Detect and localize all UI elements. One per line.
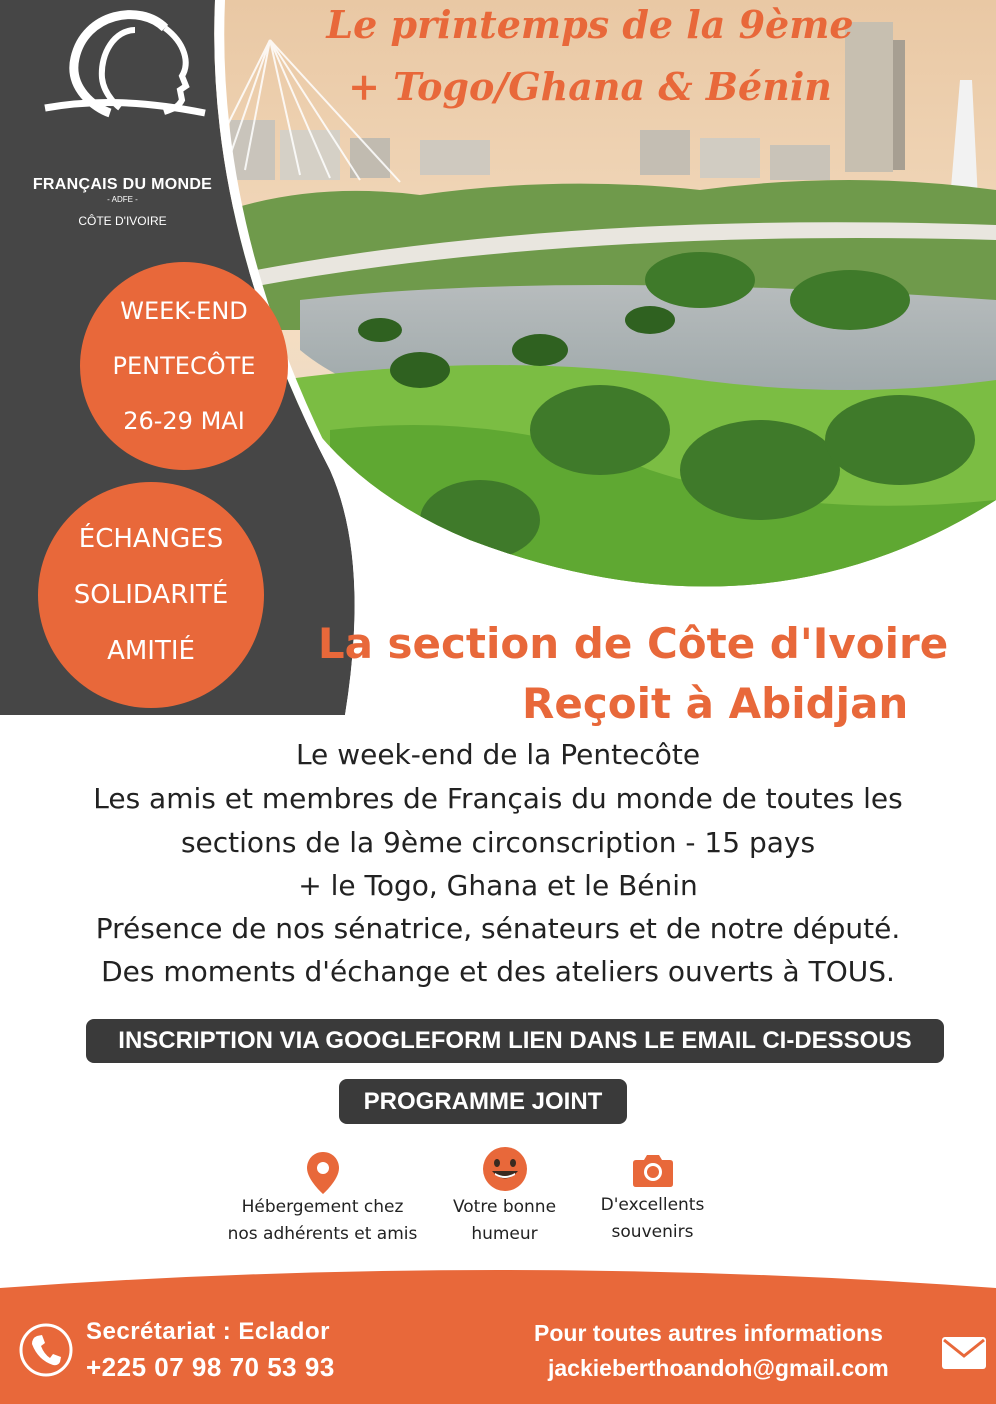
logo-section-name: CÔTE D'IVOIRE [78, 214, 167, 228]
inscription-googleform-button[interactable]: INSCRIPTION VIA GOOGLEFORM LIEN DANS LE EMAIL CI-DESSOUS [86, 1019, 944, 1063]
info-label: Pour toutes autres informations [534, 1320, 883, 1346]
location-pin-icon [304, 1150, 342, 1196]
feature-souvenirs-line2: souvenirs [611, 1222, 694, 1242]
body-line-1: Le week-end de la Pentecôte [295, 738, 701, 771]
feature-souvenirs-line1: D'excellents [600, 1195, 705, 1215]
phone-icon [18, 1322, 74, 1378]
values-badge-line2: SOLIDARITÉ [73, 580, 229, 610]
contact-email[interactable]: jackieberthoandoh@gmail.com [548, 1355, 889, 1381]
values-badge-line1: ÉCHANGES [78, 524, 224, 554]
francais-du-monde-logo-icon [40, 8, 210, 128]
values-badge-line3: AMITIÉ [107, 636, 195, 666]
body-line-4: + le Togo, Ghana et le Bénin [298, 869, 698, 902]
smiley-icon [482, 1146, 528, 1192]
body-line-6: Des moments d'échange et des ateliers ouverts à TOUS. [101, 955, 895, 988]
secretariat-label: Secrétariat : Eclador [86, 1318, 330, 1345]
section-title-line2: Reçoit à Abidjan [522, 679, 909, 728]
feature-hebergement-line2: nos adhérents et amis [227, 1224, 418, 1244]
section-title-line1: La section de Côte d'Ivoire [317, 619, 949, 668]
event-badge-line1: WEEK-END [120, 296, 248, 325]
phone-number[interactable]: +225 07 98 70 53 93 [86, 1352, 335, 1382]
logo-org-name: FRANÇAIS DU MONDE [32, 176, 213, 193]
headline-line2: + Togo/Ghana & Bénin [348, 64, 832, 109]
headline-line1: Le printemps de la 9ème [326, 2, 854, 47]
event-dates-badge [80, 262, 288, 470]
feature-humeur-label [432, 1194, 577, 1248]
feature-souvenirs-label [580, 1192, 725, 1246]
body-line-5: Présence de nos sénatrice, sénateurs et de notre député. [95, 912, 901, 945]
event-badge-line2: PENTECÔTE [112, 351, 256, 380]
programme-joint-button[interactable]: PROGRAMME JOINT [339, 1079, 627, 1124]
feature-humeur-line1: Votre bonne [452, 1197, 557, 1217]
logo-org-sub: - ADFE - [107, 195, 138, 204]
event-badge-line3: 26-29 MAI [123, 406, 245, 435]
feature-humeur-line2: humeur [471, 1224, 538, 1244]
feature-hebergement-label [210, 1194, 435, 1248]
body-line-3: sections de la 9ème circonscription - 15 pays [180, 826, 816, 859]
camera-icon [632, 1152, 674, 1188]
feature-hebergement-line1: Hébergement chez [241, 1197, 404, 1217]
values-badge [38, 482, 264, 708]
body-line-2: Les amis et membres de Français du monde de toutes les [93, 782, 903, 815]
envelope-icon [940, 1335, 988, 1371]
